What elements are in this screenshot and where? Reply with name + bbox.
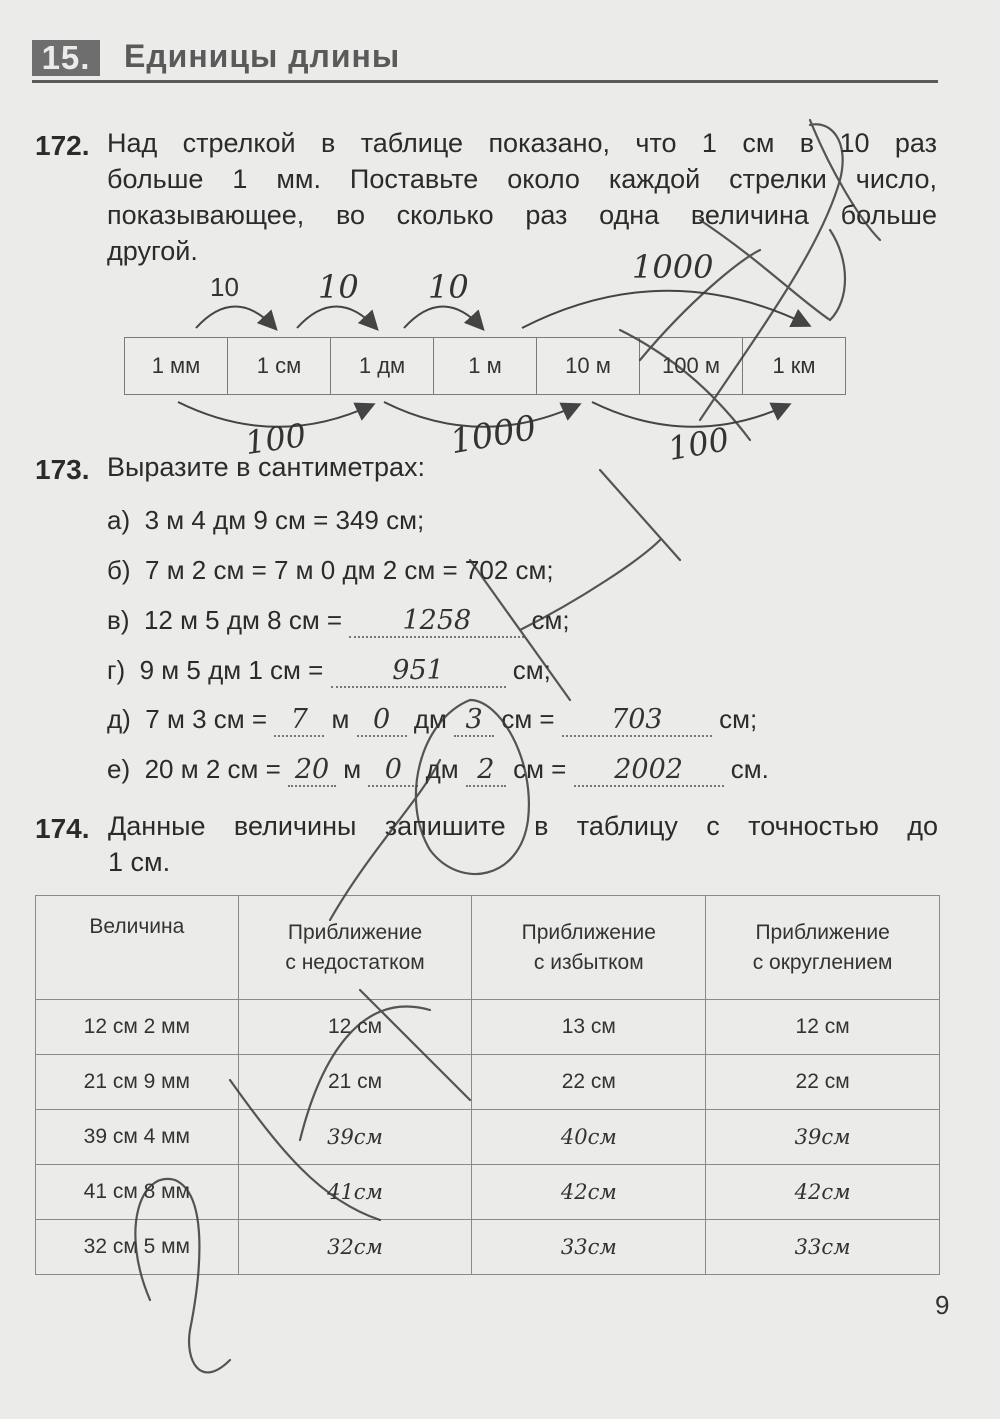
- item-unit: см =: [505, 754, 574, 784]
- unit-cell: 1 км: [772, 353, 816, 378]
- exercise-173-item-g: [107, 655, 551, 688]
- exercise-173-number: 173.: [35, 454, 90, 485]
- table-cell: 12 см: [238, 1000, 472, 1055]
- table-header: Приближение с недостатком: [238, 896, 472, 1000]
- item-unit: см.: [723, 754, 769, 784]
- exercise-173-item-b: [107, 555, 554, 586]
- table-row: [36, 1220, 940, 1275]
- item-text: 7 м 3 см =: [145, 704, 275, 734]
- unit-cell: 1 дм: [331, 338, 434, 394]
- arrow-cm-dm: [297, 307, 376, 329]
- table-cell: 21 см 9 мм: [36, 1055, 239, 1110]
- exercise-174-number: 174.: [35, 813, 90, 844]
- item-text: 12 м 5 дм 8 см =: [143, 605, 350, 635]
- answer-text: 0: [373, 704, 391, 735]
- answer-text: 703: [611, 704, 663, 735]
- exercise-174-line-1: Данные величины запишите в таблицу с точностью до: [108, 811, 938, 841]
- table-cell: 22 см: [472, 1055, 706, 1110]
- answer-text: 3: [465, 704, 483, 735]
- table-cell-handwritten: 39см: [238, 1110, 472, 1165]
- arrow-dm-m: [404, 307, 482, 329]
- table-row: [36, 1110, 940, 1165]
- approximation-table: [35, 895, 940, 1275]
- table-cell-handwritten: 39см: [706, 1110, 940, 1165]
- table-cell: 12 см 2 мм: [36, 1000, 239, 1055]
- item-unit: м: [324, 704, 357, 734]
- exercise-173-item-d: [107, 704, 757, 737]
- table-cell-handwritten: 41см: [238, 1165, 472, 1220]
- answer-blank: [562, 704, 712, 737]
- table-cell-handwritten: 40см: [472, 1110, 706, 1165]
- arrow-10m-km: [592, 402, 788, 427]
- exercise-172-line-1: Над стрелкой в таблице показано, что 1 см в 10 раз: [107, 128, 937, 158]
- item-label: г): [107, 655, 126, 685]
- exercise-172-line-3: показывающее, во сколько раз одна величина больше: [107, 200, 937, 230]
- answer-blank: [368, 754, 418, 787]
- arrow-m-km: [522, 291, 808, 328]
- answer-blank: [466, 754, 506, 787]
- unit-cell: 1 см: [228, 338, 331, 394]
- table-header-row: [36, 896, 940, 1000]
- answer-text: 7: [290, 704, 308, 735]
- scribble-stroke: [600, 470, 680, 560]
- exercise-173-title: Выразите в сантиметрах:: [107, 452, 425, 482]
- table-row: [36, 1165, 940, 1220]
- arrow-label-handwritten: 1000: [632, 248, 714, 286]
- answer-blank: [274, 704, 324, 737]
- table-row: [36, 1000, 940, 1055]
- length-units-strip: [124, 337, 846, 395]
- table-cell: 12 см: [706, 1000, 940, 1055]
- exercise-174-line-2: 1 см.: [108, 847, 171, 877]
- table-cell-handwritten: 33см: [472, 1220, 706, 1275]
- answer-blank: [574, 754, 724, 787]
- page-number: 9: [935, 1290, 950, 1320]
- answer-text: 1258: [402, 605, 472, 636]
- item-unit: дм: [418, 754, 466, 784]
- item-text: 9 м 5 дм 1 см =: [139, 655, 331, 685]
- arrow-label-handwritten: 100: [242, 415, 309, 463]
- table-cell-handwritten: 33см: [706, 1220, 940, 1275]
- table-cell-handwritten: 32см: [238, 1220, 472, 1275]
- table-cell-handwritten: 42см: [472, 1165, 706, 1220]
- table-header: Приближение с избытком: [472, 896, 706, 1000]
- arrow-mm-cm: [196, 307, 275, 329]
- answer-text: 951: [392, 655, 444, 686]
- section-number-badge: 15.: [32, 40, 100, 76]
- item-label: б): [107, 555, 131, 585]
- item-text: 3 м 4 дм 9 см = 349 см;: [144, 505, 425, 535]
- answer-text: 2: [477, 754, 495, 785]
- unit-cell: 1 мм: [125, 338, 228, 394]
- answer-text: 2002: [614, 754, 683, 785]
- answer-blank: [349, 605, 524, 638]
- arrow-label-printed: 10: [210, 272, 239, 302]
- item-unit: дм: [406, 704, 455, 734]
- item-unit: см;: [524, 605, 570, 635]
- item-unit: м: [336, 754, 369, 784]
- exercise-173-item-a: [107, 505, 424, 536]
- table-cell: 13 см: [472, 1000, 706, 1055]
- exercise-173-item-e: [107, 754, 769, 787]
- unit-cell: 100 м: [640, 338, 743, 394]
- arrow-label-handwritten: 100: [665, 419, 732, 469]
- item-label: а): [107, 505, 131, 535]
- item-label: д): [107, 704, 131, 734]
- table-cell-handwritten: 42см: [706, 1165, 940, 1220]
- arrow-label-handwritten: 10: [428, 268, 469, 306]
- table-cell: 39 см 4 мм: [36, 1110, 239, 1165]
- exercise-172-number: 172.: [35, 130, 90, 161]
- exercise-173-item-v: [107, 605, 570, 638]
- table-row: [36, 1055, 940, 1110]
- table-cell: 21 см: [238, 1055, 472, 1110]
- table-header: Приближение с округлением: [706, 896, 940, 1000]
- item-unit: см =: [494, 704, 562, 734]
- answer-blank: [454, 704, 494, 737]
- item-label: в): [107, 605, 130, 635]
- exercise-172-line-2: больше 1 мм. Поставьте около каждой стрелки число,: [107, 164, 937, 194]
- answer-blank: [331, 655, 506, 688]
- item-unit: см;: [711, 704, 758, 734]
- table-header: Величина: [36, 896, 239, 1000]
- section-title: Единицы длины: [124, 38, 401, 74]
- answer-blank: [357, 704, 407, 737]
- table-cell: 41 см 8 мм: [36, 1165, 239, 1220]
- answer-text: 20: [294, 754, 330, 785]
- item-text: 20 м 2 см =: [144, 754, 289, 784]
- arrow-label-handwritten: 1000: [447, 407, 540, 463]
- unit-cell: 10 м: [537, 338, 640, 394]
- item-unit: см;: [505, 655, 551, 685]
- table-cell: 32 см 5 мм: [36, 1220, 239, 1275]
- arrow-label-handwritten: 10: [318, 268, 359, 306]
- table-cell: 22 см: [706, 1055, 940, 1110]
- answer-blank: [288, 754, 336, 787]
- conversion-arrows: [0, 0, 1000, 480]
- exercise-172-line-4: другой.: [107, 236, 198, 266]
- unit-cell: 1 м: [434, 338, 537, 394]
- answer-text: 0: [384, 754, 402, 785]
- item-text: 7 м 2 см = 7 м 0 дм 2 см = 702 см;: [145, 555, 554, 585]
- item-label: е): [107, 754, 131, 784]
